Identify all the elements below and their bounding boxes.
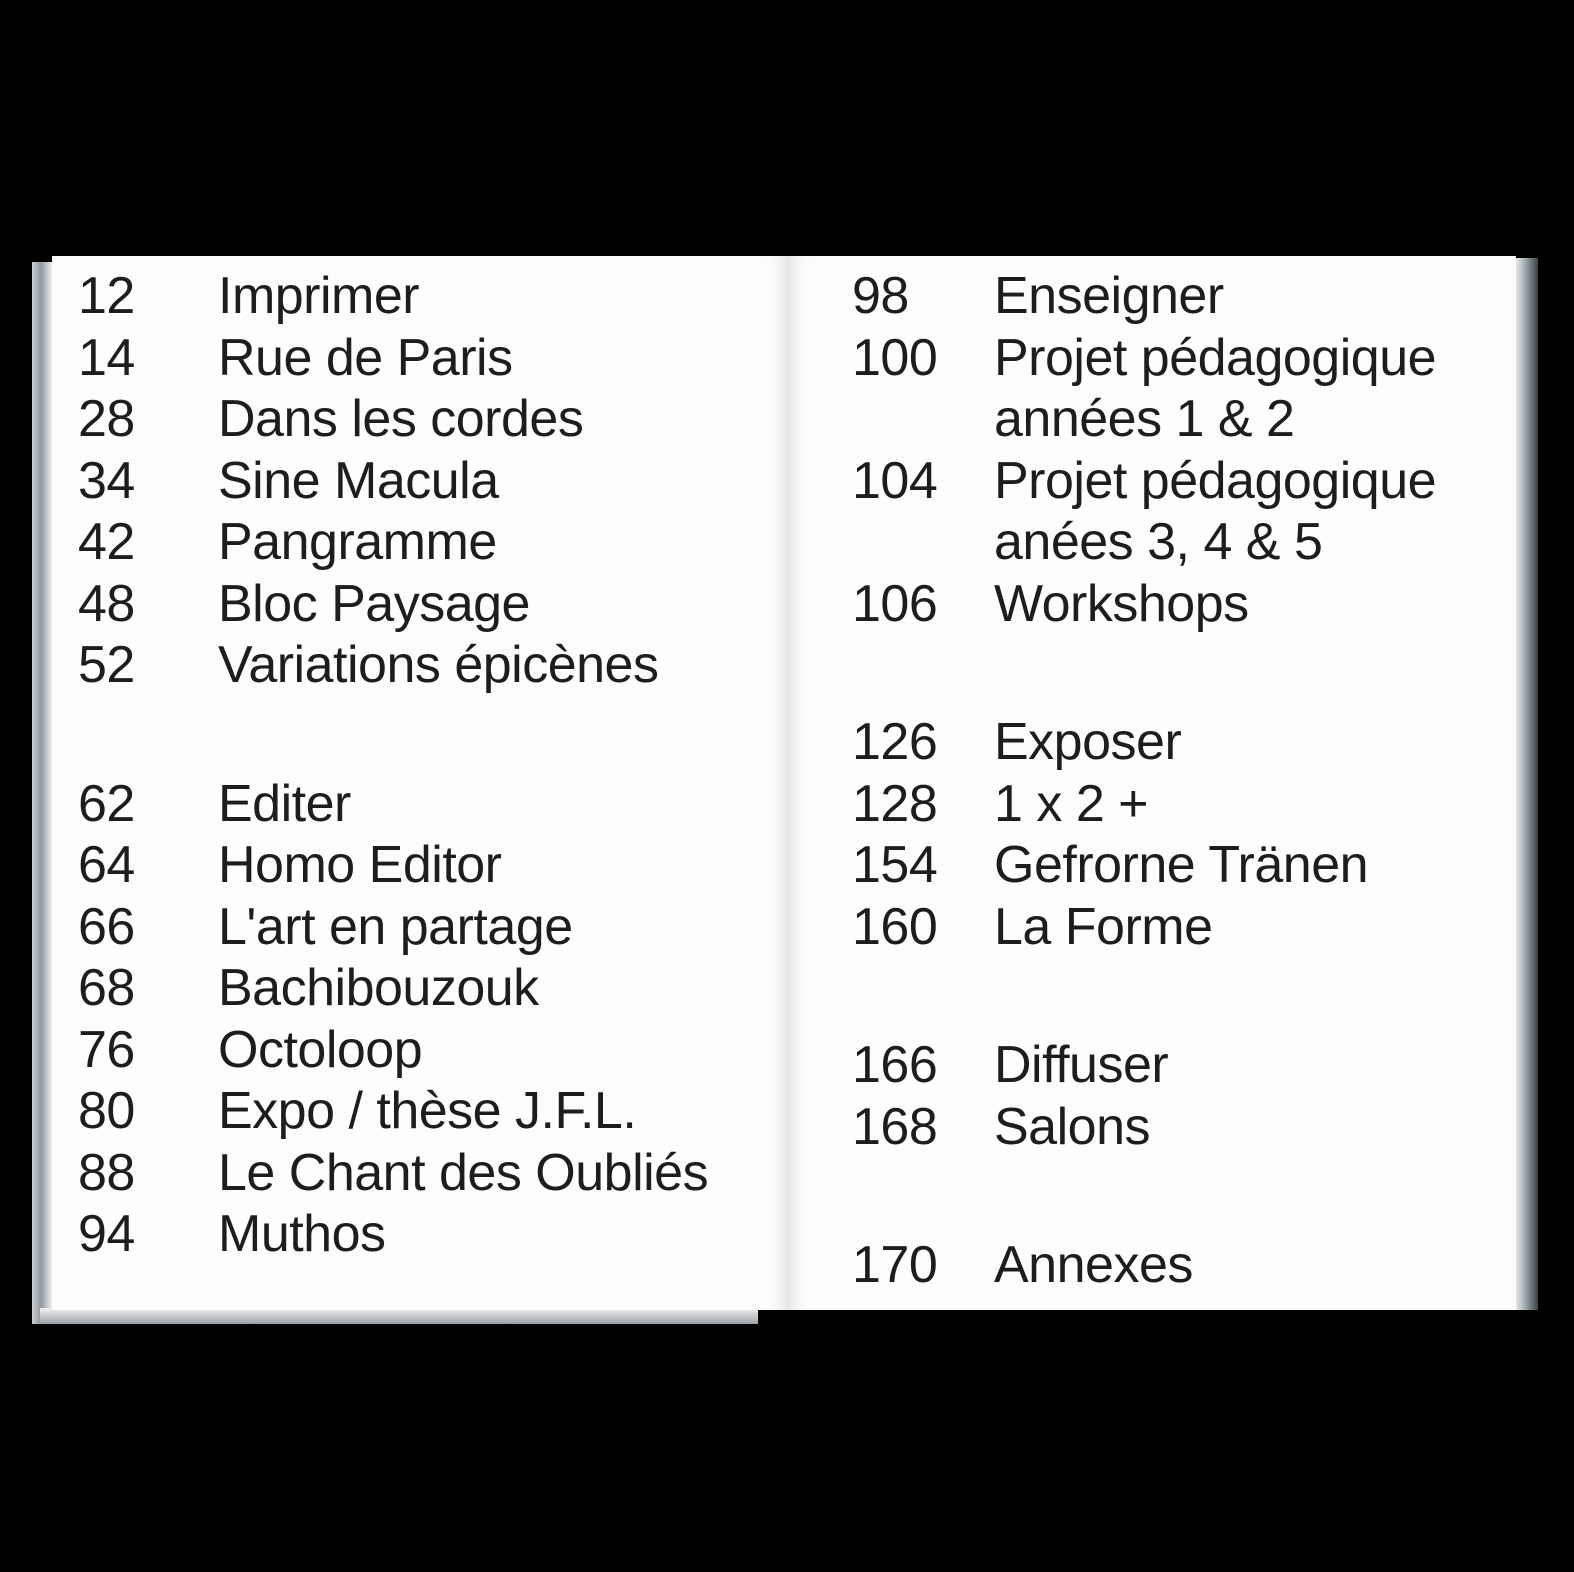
toc-page-number: 68: [78, 959, 135, 1017]
toc-entry: [78, 1204, 778, 1266]
toc-title: [218, 574, 530, 636]
toc-title-line: Sine Macula: [218, 451, 499, 510]
toc-title-line: Pangramme: [218, 513, 497, 571]
toc-entry: [78, 897, 778, 959]
toc-title-line: Bloc Paysage: [218, 574, 530, 633]
toc-title-line: Gefrorne Tränen: [994, 836, 1369, 894]
toc-page-number: 98: [852, 267, 909, 325]
toc-title: [218, 635, 658, 697]
toc-page-number: 14: [78, 328, 135, 387]
toc-title: [994, 897, 1213, 959]
toc-title: [994, 774, 1148, 836]
toc-title: [218, 958, 539, 1020]
toc-title-line: Imprimer: [218, 267, 420, 325]
toc-entry: [78, 451, 778, 513]
toc-entry: [78, 512, 778, 574]
toc-title-line: Editer: [218, 774, 351, 833]
toc-entry: [78, 635, 778, 697]
table-of-contents-right: [852, 266, 1512, 1297]
toc-title: [218, 451, 499, 513]
toc-entry: [78, 1143, 778, 1205]
toc-page-number: 76: [78, 1020, 135, 1079]
toc-page-number: 64: [78, 836, 135, 894]
toc-page-number: 34: [78, 451, 135, 510]
toc-entry: [852, 574, 1512, 636]
toc-page-number: 88: [78, 1143, 135, 1202]
toc-title-line: Dans les cordes: [218, 390, 584, 448]
toc-entry: [852, 897, 1512, 959]
toc-title-line: Variations épicènes: [218, 636, 659, 694]
toc-title-line: Projet pédagogique: [994, 451, 1437, 510]
toc-title: [218, 1204, 386, 1266]
toc-title: [218, 389, 583, 451]
toc-page-number: 104: [852, 451, 938, 510]
toc-page-number: 66: [78, 897, 135, 956]
toc-entry: [852, 774, 1512, 836]
toc-page-number: 160: [852, 897, 938, 956]
toc-entry: [852, 451, 1512, 574]
toc-title-line: Enseigner: [994, 267, 1224, 325]
toc-page-number: 12: [78, 267, 135, 325]
toc-page-number: 128: [852, 774, 938, 833]
toc-entry: [78, 266, 778, 328]
toc-entry: [852, 266, 1512, 328]
toc-page-number: 170: [852, 1236, 938, 1294]
toc-entry: [852, 1035, 1512, 1097]
section-spacer: [852, 1158, 1512, 1235]
toc-entry: [852, 835, 1512, 897]
toc-title-line: Workshops: [994, 574, 1249, 633]
toc-title-line: Homo Editor: [218, 836, 502, 894]
toc-title-line: anées 3, 4 & 5: [994, 513, 1323, 571]
toc-title-line: Octoloop: [218, 1020, 423, 1079]
toc-page-number: 100: [852, 328, 938, 387]
toc-title: [994, 1097, 1150, 1159]
toc-title: [218, 835, 502, 897]
toc-title-line: Rue de Paris: [218, 328, 513, 387]
toc-page-number: 168: [852, 1097, 938, 1156]
section-spacer: [852, 958, 1512, 1035]
toc-title: [994, 266, 1224, 328]
toc-page-number: 42: [78, 513, 135, 571]
toc-title: [994, 712, 1181, 774]
toc-entry: [852, 1097, 1512, 1159]
toc-page-number: 94: [78, 1205, 135, 1263]
section-spacer: [78, 697, 778, 774]
toc-entry: [852, 1235, 1512, 1297]
book-edge-bottom: [40, 1308, 758, 1324]
toc-title-line: années 1 & 2: [994, 390, 1295, 448]
toc-title: [218, 266, 419, 328]
toc-title: [218, 774, 351, 836]
toc-title-line: Exposer: [994, 713, 1182, 771]
toc-title-line: Expo / thèse J.F.L.: [218, 1082, 637, 1140]
toc-title: [218, 512, 497, 574]
toc-page-number: 48: [78, 574, 135, 633]
toc-title: [218, 1020, 422, 1082]
toc-page-number: 106: [852, 574, 938, 633]
toc-title: [994, 451, 1436, 574]
toc-entry: [78, 774, 778, 836]
toc-entry: [78, 958, 778, 1020]
toc-page-number: 62: [78, 774, 135, 833]
toc-entry: [78, 574, 778, 636]
toc-entry: [78, 1020, 778, 1082]
toc-entry: [78, 835, 778, 897]
toc-title-line: La Forme: [994, 897, 1213, 956]
toc-title-line: Salons: [994, 1097, 1150, 1156]
toc-entry: [852, 712, 1512, 774]
toc-title: [218, 1081, 636, 1143]
toc-page-number: 126: [852, 713, 938, 771]
toc-title-line: 1 x 2 +: [994, 774, 1149, 833]
toc-title-line: L'art en partage: [218, 897, 573, 956]
toc-title-line: Muthos: [218, 1205, 386, 1263]
toc-title: [994, 328, 1436, 451]
toc-title-line: Le Chant des Oubliés: [218, 1143, 709, 1202]
table-of-contents-left: [78, 266, 778, 1266]
toc-title: [994, 835, 1368, 897]
toc-entry: [852, 328, 1512, 451]
toc-page-number: 154: [852, 836, 938, 894]
toc-page-number: 80: [78, 1082, 135, 1140]
toc-title-line: Bachibouzouk: [218, 959, 539, 1017]
toc-title: [994, 574, 1249, 636]
toc-page-number: 52: [78, 636, 135, 694]
section-spacer: [852, 635, 1512, 712]
toc-title-line: Diffuser: [994, 1036, 1169, 1094]
toc-title-line: Projet pédagogique: [994, 328, 1437, 387]
toc-entry: [78, 328, 778, 390]
toc-title: [994, 1035, 1168, 1097]
book-gutter: [786, 256, 789, 1310]
toc-title: [218, 1143, 708, 1205]
toc-title: [218, 897, 573, 959]
toc-title: [994, 1235, 1193, 1297]
toc-title: [218, 328, 513, 390]
toc-entry: [78, 1081, 778, 1143]
toc-title-line: Annexes: [994, 1236, 1193, 1294]
toc-entry: [78, 389, 778, 451]
toc-page-number: 28: [78, 390, 135, 448]
toc-page-number: 166: [852, 1036, 938, 1094]
